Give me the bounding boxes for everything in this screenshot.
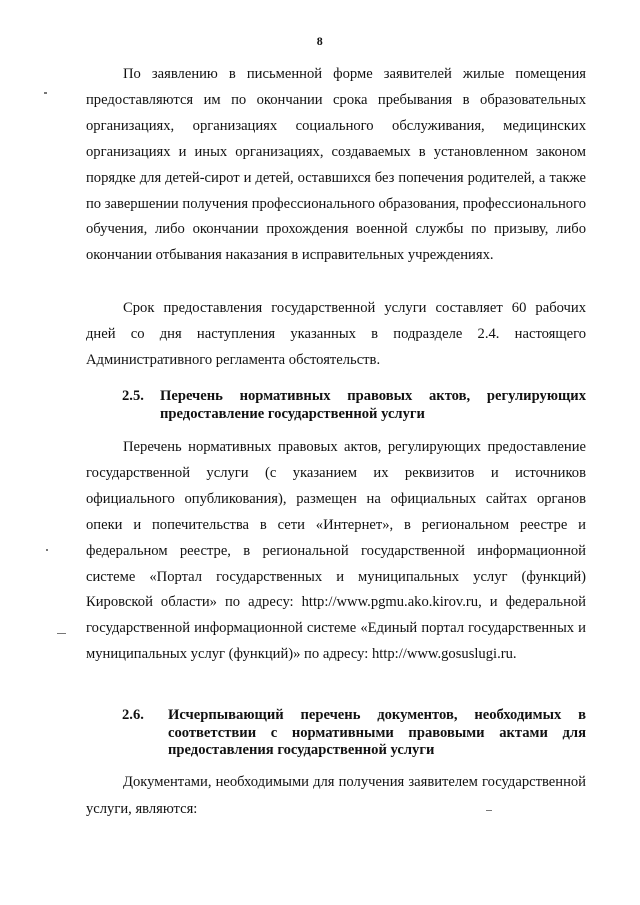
scan-mark	[44, 92, 47, 94]
section-title: Исчерпывающий перечень документов, необходимых в соответствии с нормативными правовыми актами для предоставления государственной услуги	[168, 707, 586, 758]
paragraph-required-documents: Документами, необходимыми для получения заявителем государственной услуги, являются:	[86, 774, 586, 817]
scan-mark	[46, 549, 48, 551]
scan-mark	[486, 810, 492, 811]
paragraph-service-term: Срок предоставления государственной услуги составляет 60 рабочих дней со дня наступления указанных в подразделе 2.4. настоящего Административного регламента обстоятельств.	[86, 300, 586, 368]
scan-mark	[57, 633, 66, 634]
paragraph-housing-provision: По заявлению в письменной форме заявителей жилые помещения предоставляются им по окончании срока пребывания в образовательных организациях, организациях социального обслуживания, медицинских организациях и иных организациях, создаваемых в установленном законом порядке для детей-сирот и детей, оставшихся без попечения родителей, а также по завершении получения профессионального образования, профессионального обучения, либо окончании прохождения военной службы по призыву, либо окончании отбывания наказания в исправительных учреждениях.	[86, 66, 586, 264]
section-number: 2.5.	[122, 388, 144, 404]
section-number: 2.6.	[122, 707, 144, 723]
page-number: 8	[316, 34, 324, 48]
section-title: Перечень нормативных правовых актов, регулирующих предоставление государственной услуги	[160, 388, 586, 422]
paragraph-legal-acts: Перечень нормативных правовых актов, регулирующих предоставление государственной услуги (с указанием их реквизитов и источников официального опубликования), размещен на официальных сайтах органов опеки и попечительства в сети «Интернет», в региональном реестре и федеральном реестре, в региональной государственной информационной системе «Портал государственных и муниципальных услуг (функций) Кировской области» по адресу: http://www.pgmu.ako.kirov.ru, и федеральной государственной информационной системе «Единый портал государственных и муниципальных услуг (функций)» по адресу: http://www.gosuslugi.ru.	[86, 439, 586, 663]
